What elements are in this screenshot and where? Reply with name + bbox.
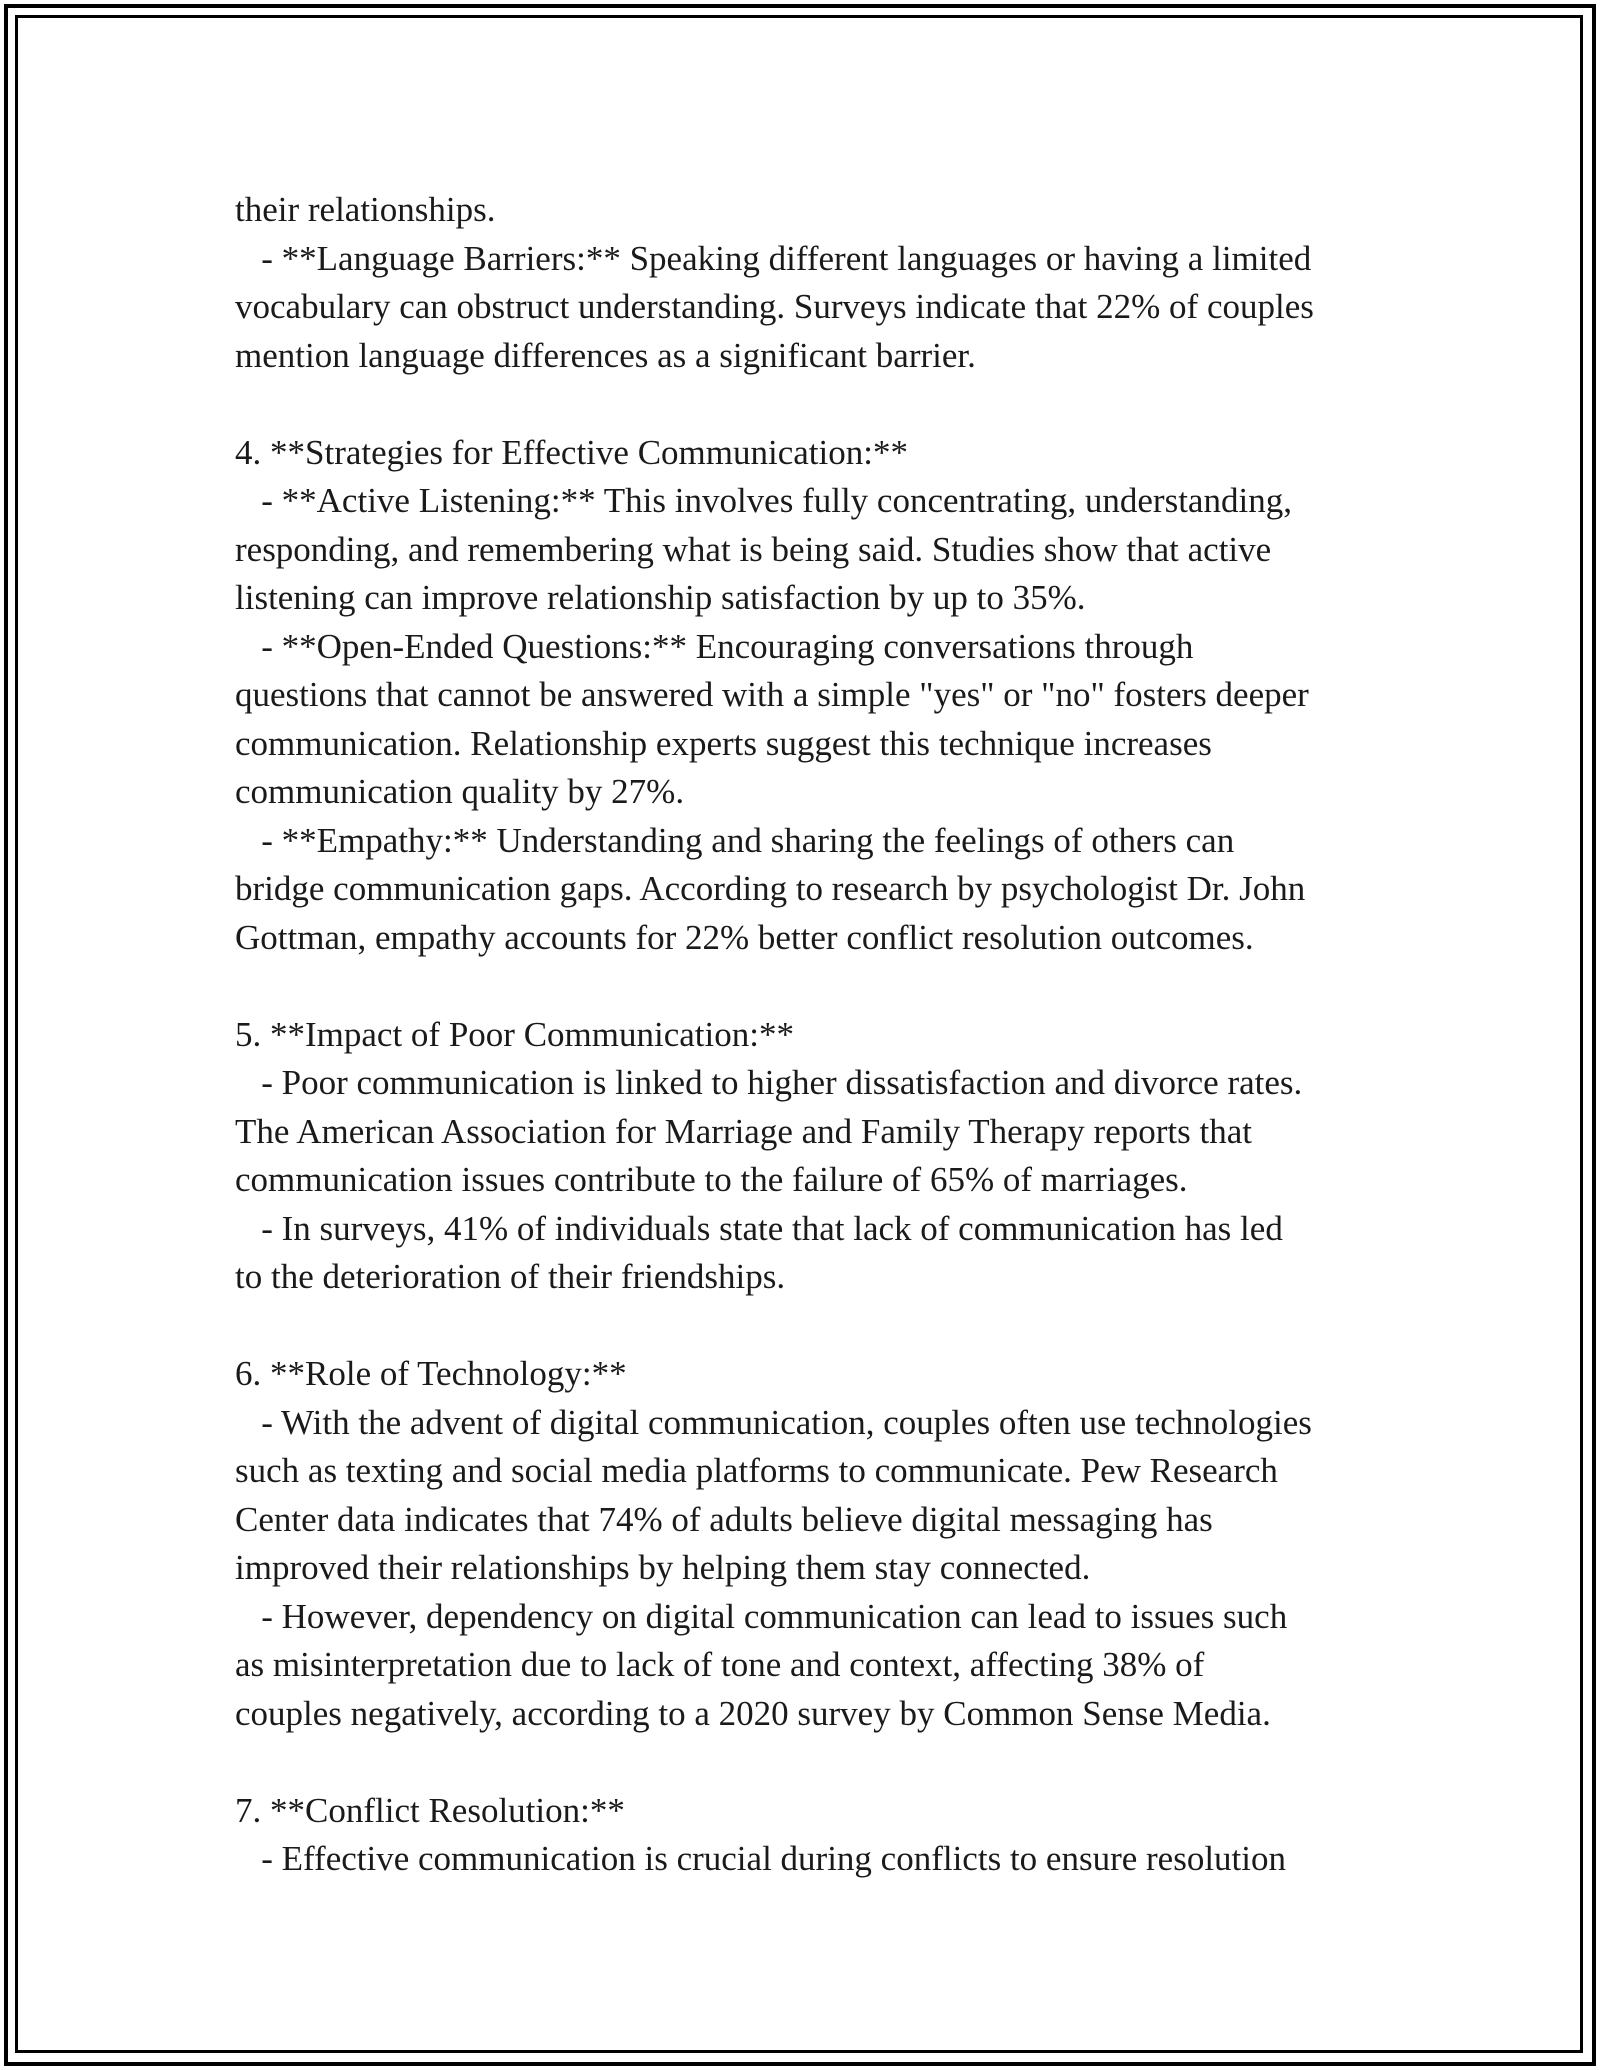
blank-line: [235, 1738, 1435, 1787]
text-line: communication quality by 27%.: [235, 772, 685, 811]
blank-line: [235, 380, 1435, 429]
text-line: - However, dependency on digital communication can lead to issues such: [235, 1596, 1288, 1636]
text-line: - **Active Listening:** This involves fully concentrating, understanding,: [235, 481, 1292, 520]
text-line: - **Open-Ended Questions:** Encouraging conversations through: [235, 626, 1194, 666]
blank-line: [235, 1302, 1435, 1351]
text-line: 7. **Conflict Resolution:**: [235, 1790, 625, 1830]
text-line: - In surveys, 41% of individuals state that lack of communication has led: [235, 1208, 1283, 1248]
text-line: questions that cannot be answered with a simple "yes" or "no" fosters deeper: [235, 675, 1309, 714]
text-line: communication issues contribute to the failure of 65% of marriages.: [235, 1160, 1188, 1199]
text-line: 4. **Strategies for Effective Communication:**: [235, 432, 908, 472]
blank-line: [235, 962, 1435, 1011]
text-line: - **Language Barriers:** Speaking different languages or having a limited: [235, 238, 1312, 278]
text-line: their relationships.: [235, 190, 496, 229]
text-line: communication. Relationship experts suggest this technique increases: [235, 723, 1212, 763]
text-line: listening can improve relationship satisfaction by up to 35%.: [235, 578, 1086, 617]
text-line: improved their relationships by helping them stay connected.: [235, 1548, 1091, 1587]
text-line: - Poor communication is linked to higher dissatisfaction and divorce rates.: [235, 1063, 1303, 1102]
document-body: [235, 186, 1435, 1884]
text-line: 6. **Role of Technology:**: [235, 1354, 627, 1393]
text-line: 5. **Impact of Poor Communication:**: [235, 1014, 794, 1054]
text-line: The American Association for Marriage and Family Therapy reports that: [235, 1111, 1252, 1151]
text-line: Center data indicates that 74% of adults believe digital messaging has: [235, 1499, 1213, 1539]
text-line: to the deterioration of their friendships.: [235, 1257, 786, 1296]
text-line: - Effective communication is crucial during conflicts to ensure resolution: [235, 1839, 1286, 1878]
text-line: vocabulary can obstruct understanding. Surveys indicate that 22% of couples: [235, 287, 1314, 326]
text-line: such as texting and social media platforms to communicate. Pew Research: [235, 1451, 1278, 1490]
text-line: responding, and remembering what is being said. Studies show that active: [235, 529, 1272, 569]
text-line: Gottman, empathy accounts for 22% better conflict resolution outcomes.: [235, 917, 1254, 957]
text-line: couples negatively, according to a 2020 survey by Common Sense Media.: [235, 1693, 1271, 1733]
text-line: bridge communication gaps. According to research by psychologist Dr. John: [235, 869, 1306, 908]
text-line: as misinterpretation due to lack of tone and context, affecting 38% of: [235, 1645, 1205, 1684]
text-line: - **Empathy:** Understanding and sharing the feelings of others can: [235, 820, 1235, 860]
text-line: - With the advent of digital communication, couples often use technologies: [235, 1402, 1312, 1442]
text-line: mention language differences as a significant barrier.: [235, 335, 976, 375]
